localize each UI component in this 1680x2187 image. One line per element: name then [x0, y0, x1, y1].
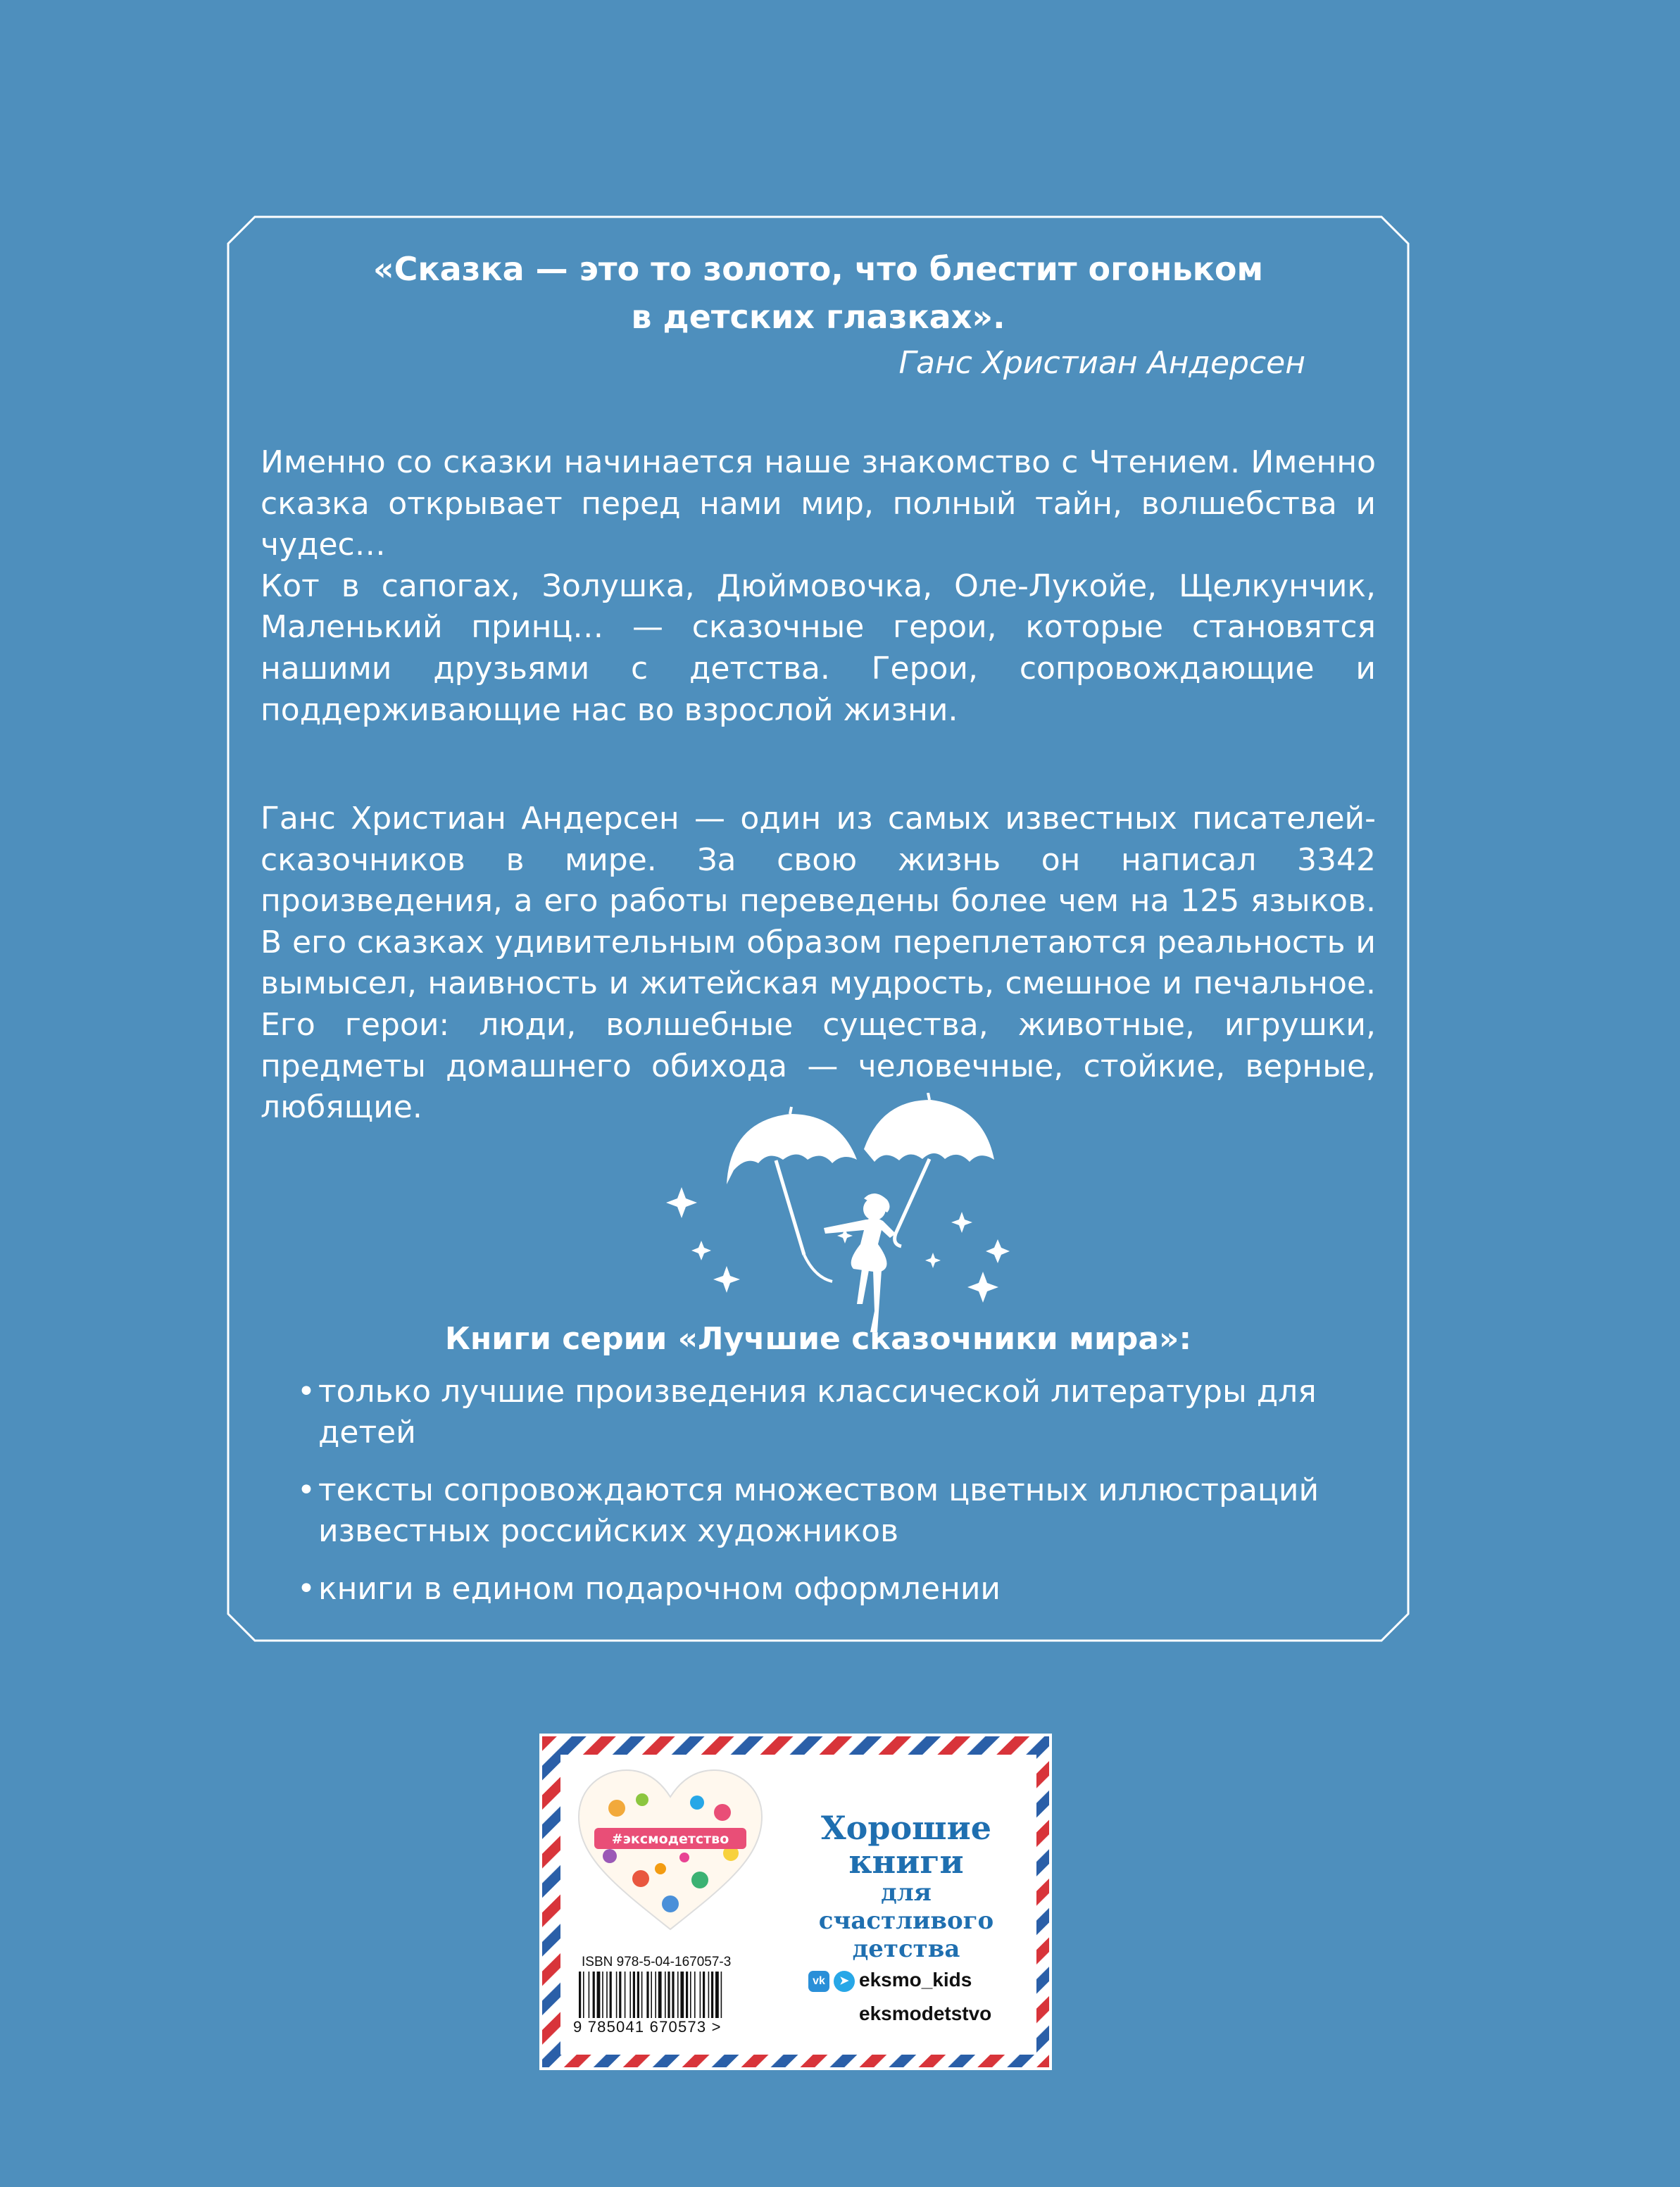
epigraph-quote	[269, 245, 1367, 341]
intro-paragraph	[261, 442, 1376, 731]
barcode-icon	[576, 1972, 777, 2018]
social-row-kids[interactable]	[808, 1966, 972, 1994]
feature-text: книги в едином подарочном оформлении	[318, 1571, 1001, 1607]
card-body	[560, 1755, 1036, 2055]
bullet-icon: •	[297, 1472, 315, 1508]
slogan-line-2: книги	[848, 1843, 964, 1881]
bullet-icon: •	[297, 1374, 315, 1410]
slogan-line-1: Хорошие	[820, 1809, 992, 1847]
slogan-line-3: для счастливого	[818, 1879, 994, 1935]
barcode-number: 9 785041 670573 >	[573, 2018, 722, 2036]
feature-text: тексты сопровождаются множеством цветных иллюстраций известных российских художников	[318, 1472, 1319, 1549]
isbn-barcode	[570, 1955, 783, 2036]
intro-text-1: Именно со сказки начинается наше знакомство с Чтением. Именно сказка открывает перед нами мир, полный тайн, волшебства и чудес…	[261, 444, 1376, 563]
publisher-slogan	[790, 1811, 1022, 1963]
quote-line-1: «Сказка — это то золото, что блестит огоньком	[372, 250, 1264, 288]
series-features-list	[297, 1372, 1353, 1627]
list-item	[297, 1372, 1353, 1453]
text-frame	[227, 215, 1410, 1642]
umbrella-girl-icon	[663, 1093, 1029, 1339]
social-row-detstvo[interactable]	[859, 2000, 991, 2028]
quote-author: Ганс Христиан Андерсен	[898, 345, 1305, 381]
social-handle-kids[interactable]: eksmo_kids	[859, 1969, 972, 1991]
quote-line-2: в детских глазках».	[631, 298, 1005, 336]
bullet-icon: •	[297, 1571, 315, 1607]
list-item	[297, 1470, 1353, 1552]
isbn-label: ISBN 978-5-04-167057-3	[582, 1955, 732, 1969]
vk-icon[interactable]: vk	[808, 1971, 829, 1992]
hashtag-label: #эксмодетство	[611, 1831, 729, 1847]
about-text: Ганс Христиан Андерсен — один из самых известных писателей-сказочников в мире. За свою жизнь он написал 3342 произведения, а его работы переведены более чем на 125 языков. В его сказках удивительным образом переплетаются реальность и вымысел, наивность и житейская мудрость, смешное и печальное. Его герои: люди, волшебные существа, животные, игрушки, предметы домашнего обихода — человечные, стойкие, верные, любящие.	[261, 801, 1376, 1126]
slogan-line-4: детства	[852, 1935, 960, 1963]
telegram-icon[interactable]: ➤	[834, 1971, 855, 1992]
intro-text-2: Кот в сапогах, Золушка, Дюймовочка, Оле-Лукойе, Щелкунчик, Маленький принц… — сказочные герои, которые становятся нашими друзьями с детства. Герои, сопровождающие и поддерживающие нас во взрослой жизни.	[261, 568, 1376, 728]
publisher-card	[539, 1734, 1052, 2070]
feature-text: только лучшие произведения классической литературы для детей	[318, 1374, 1317, 1450]
series-title: Книги серии «Лучшие сказочники мира»:	[444, 1321, 1192, 1357]
social-handle-detstvo[interactable]: eksmodetstvo	[859, 2003, 992, 2024]
about-paragraph	[261, 798, 1376, 1129]
heart-logo-icon	[573, 1766, 767, 1935]
list-item	[297, 1569, 1353, 1610]
